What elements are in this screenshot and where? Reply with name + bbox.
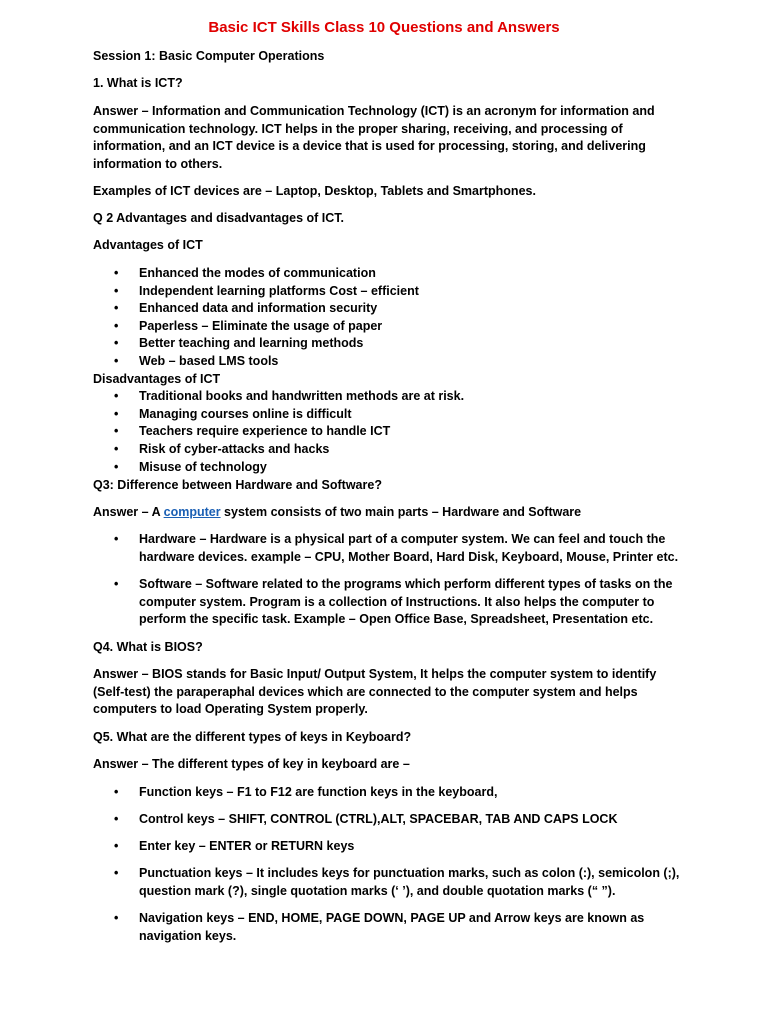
list-item: Function keys – F1 to F12 are function keys in the keyboard, bbox=[139, 785, 498, 799]
list-item: Traditional books and handwritten methods are at risk. bbox=[139, 389, 465, 403]
list-item: Enhanced data and information security bbox=[139, 301, 378, 315]
list-item: Punctuation keys – It includes keys for punctuation marks, such as colon (:), semicolon (;), question mark (?), single quotation marks (‘ ’), and double quotation marks (“ ”). bbox=[139, 866, 680, 898]
bullet-icon: • bbox=[114, 266, 119, 280]
q3-answer-prefix: Answer – A bbox=[93, 505, 164, 519]
bullet-icon: • bbox=[114, 354, 119, 368]
bullet-icon: • bbox=[114, 812, 119, 826]
bullet-icon: • bbox=[114, 532, 119, 546]
bullet-icon: • bbox=[114, 442, 119, 456]
q1-answer: Answer – Information and Communication Technology (ICT) is an acronym for information and communication technology. ICT helps in the proper sharing, receiving, and processing of information, and an ICT device is a device that is used for processing, storing, and delivering information to others. bbox=[93, 104, 655, 171]
list-item: Navigation keys – END, HOME, PAGE DOWN, PAGE UP and Arrow keys are known as navigation keys. bbox=[139, 911, 645, 943]
q1-question: 1. What is ICT? bbox=[93, 76, 183, 90]
list-item: Enter key – ENTER or RETURN keys bbox=[139, 839, 355, 853]
list-item: Enhanced the modes of communication bbox=[139, 266, 376, 280]
q1-examples: Examples of ICT devices are – Laptop, Desktop, Tablets and Smartphones. bbox=[93, 184, 536, 198]
list-item: Control keys – SHIFT, CONTROL (CTRL),ALT, SPACEBAR, TAB AND CAPS LOCK bbox=[139, 812, 618, 826]
list-item: Better teaching and learning methods bbox=[139, 336, 364, 350]
document-title: Basic ICT Skills Class 10 Questions and Answers bbox=[208, 19, 560, 36]
bullet-icon: • bbox=[114, 839, 119, 853]
list-item: Web – based LMS tools bbox=[139, 354, 279, 368]
list-item: Misuse of technology bbox=[139, 460, 267, 474]
bullet-icon: • bbox=[114, 785, 119, 799]
list-item: Teachers require experience to handle ICT bbox=[139, 424, 391, 438]
list-item: Risk of cyber-attacks and hacks bbox=[139, 442, 330, 456]
q4-answer: Answer – BIOS stands for Basic Input/ Output System, It helps the computer system to identify (Self-test) the paraperaphal devices which are connected to the computer system and helps computers to load Operating System properly. bbox=[93, 667, 657, 717]
list-item: Independent learning platforms Cost – efficient bbox=[139, 284, 419, 298]
bullet-icon: • bbox=[114, 284, 119, 298]
bullet-icon: • bbox=[114, 301, 119, 315]
q3-answer bbox=[93, 504, 683, 522]
hardware-item: Hardware – Hardware is a physical part of a computer system. We can feel and touch the hardware devices. example – CPU, Mother Board, Hard Disk, Keyboard, Mouse, Printer etc. bbox=[139, 532, 679, 564]
bullet-icon: • bbox=[114, 911, 119, 925]
q5-answer: Answer – The different types of key in keyboard are – bbox=[93, 757, 410, 771]
q5-question: Q5. What are the different types of keys in Keyboard? bbox=[93, 730, 412, 744]
bullet-icon: • bbox=[114, 424, 119, 438]
bullet-icon: • bbox=[114, 577, 119, 591]
bullet-icon: • bbox=[114, 389, 119, 403]
list-item: Managing courses online is difficult bbox=[139, 407, 352, 421]
disadvantages-heading: Disadvantages of ICT bbox=[93, 372, 221, 386]
session-heading: Session 1: Basic Computer Operations bbox=[93, 49, 325, 63]
advantages-heading: Advantages of ICT bbox=[93, 238, 203, 252]
q3-answer-suffix: system consists of two main parts – Hardware and Software bbox=[220, 505, 582, 519]
list-item: Paperless – Eliminate the usage of paper bbox=[139, 319, 383, 333]
bullet-icon: • bbox=[114, 460, 119, 474]
q2-question: Q 2 Advantages and disadvantages of ICT. bbox=[93, 211, 344, 225]
q3-question: Q3: Difference between Hardware and Software? bbox=[93, 478, 382, 492]
computer-link[interactable]: computer bbox=[163, 505, 221, 519]
bullet-icon: • bbox=[114, 319, 119, 333]
bullet-icon: • bbox=[114, 866, 119, 880]
software-item: Software – Software related to the programs which perform different types of tasks on the computer system. Program is a collection of Instructions. It also helps the computer to perform the specific task. Example – Open Office Base, Spreadsheet, Presentation etc. bbox=[139, 577, 673, 627]
bullet-icon: • bbox=[114, 407, 119, 421]
q4-question: Q4. What is BIOS? bbox=[93, 640, 203, 654]
bullet-icon: • bbox=[114, 336, 119, 350]
